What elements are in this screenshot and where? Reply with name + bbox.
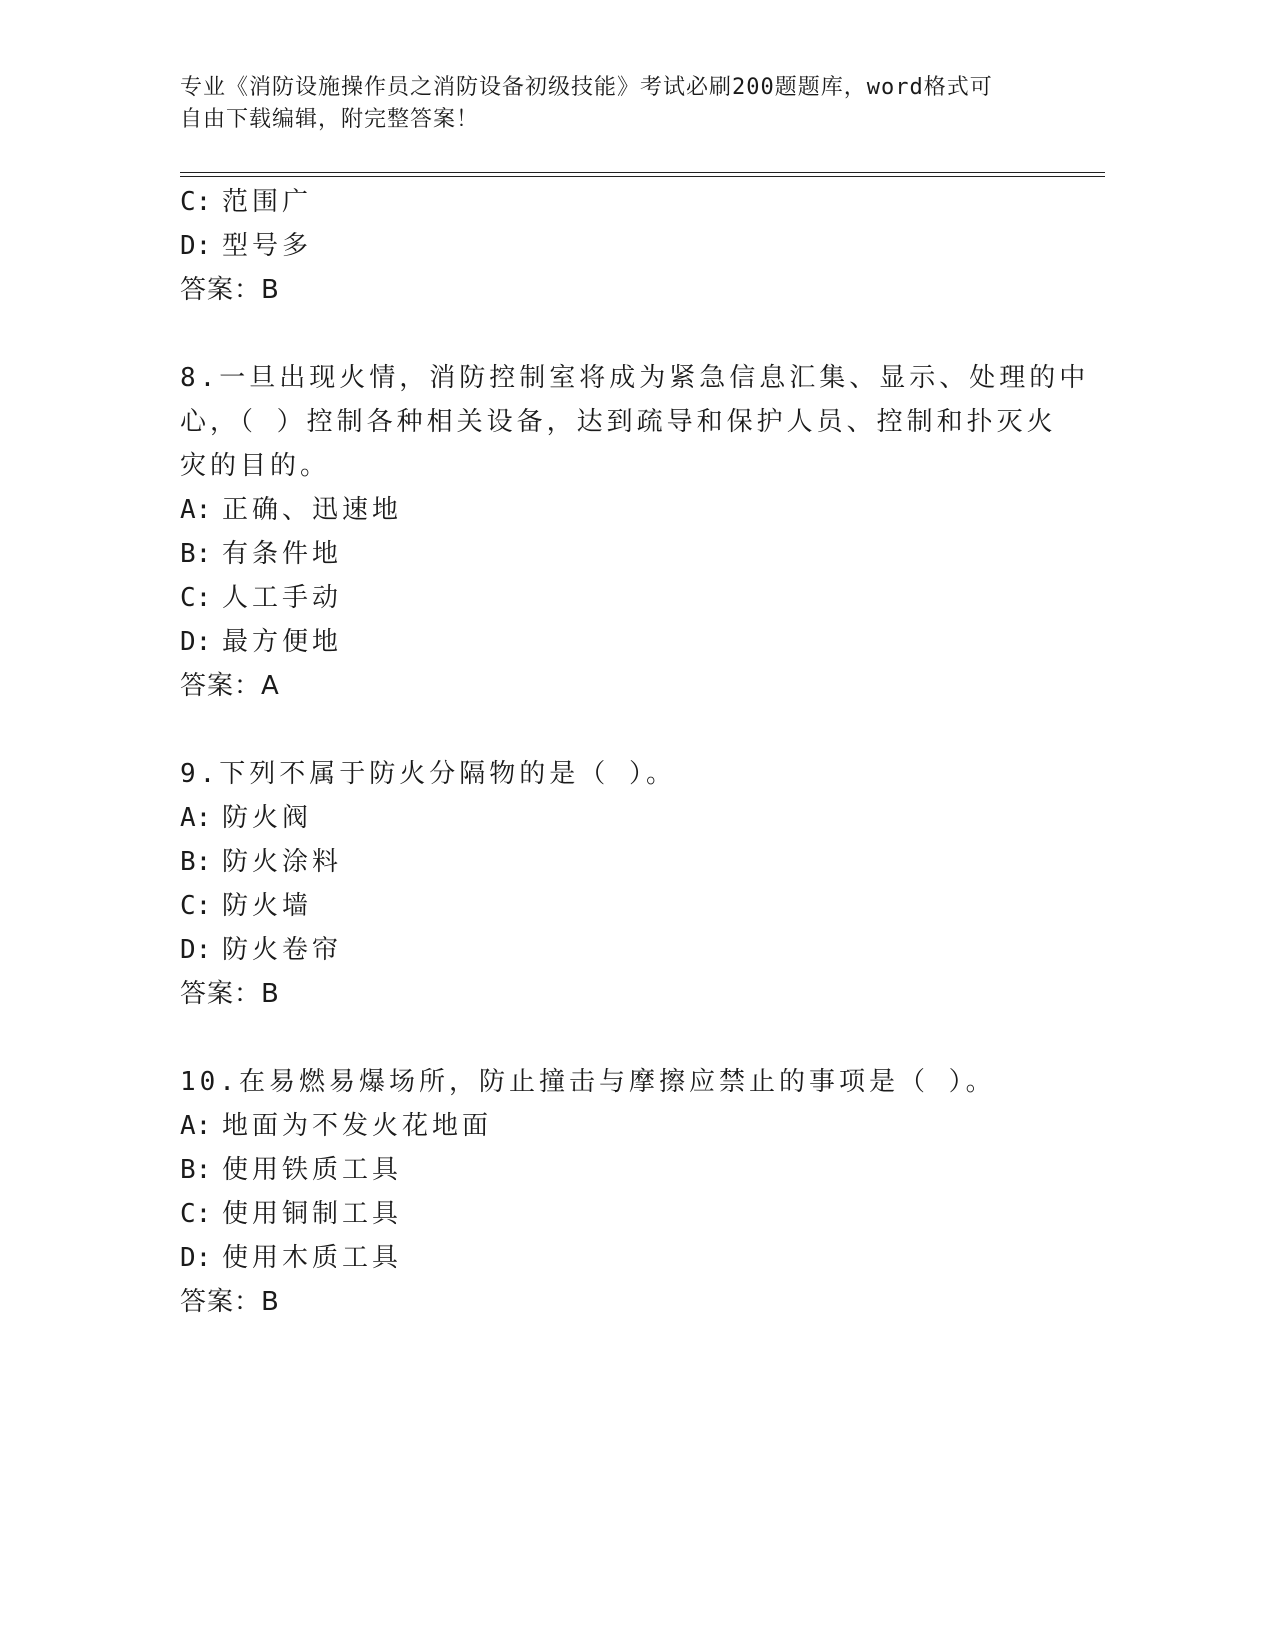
answer-line: 答案：A [180,671,280,701]
prev-question-block [180,180,1060,312]
option-a: A: 地面为不发火花地面 [180,1111,493,1141]
question-stem-line: 9.下列不属于防火分隔物的是（ ）。 [180,759,676,789]
option-b: B: 有条件地 [180,539,343,569]
option-d: D: 防火卷帘 [180,935,343,965]
header-divider-bottom [180,176,1105,177]
document-header [180,72,1060,136]
question-stem-line: 心，（ ）控制各种相关设备，达到疏导和保护人员、控制和扑灭火 [180,407,1057,437]
answer-line: 答案：B [180,275,280,305]
option-c: C: 防火墙 [180,891,313,921]
option-a: A: 正确、迅速地 [180,495,403,525]
option-b: B: 使用铁质工具 [180,1155,403,1185]
header-divider-top [180,172,1105,173]
question-stem-line: 灾的目的。 [180,451,331,481]
option-c: C: 人工手动 [180,583,343,613]
option-b: B: 防火涂料 [180,847,343,877]
answer-line: 答案：B [180,979,280,1009]
question-8 [180,356,1090,708]
question-10 [180,1060,1060,1324]
header-line-1: 专业《消防设施操作员之消防设备初级技能》考试必刷200题题库，word格式可 [180,75,993,100]
question-stem-line: 10.在易燃易爆场所，防止撞击与摩擦应禁止的事项是（ ）。 [180,1067,996,1097]
answer-line: 答案：B [180,1287,280,1317]
question-stem-line: 8.一旦出现火情，消防控制室将成为紧急信息汇集、显示、处理的中 [180,363,1090,393]
option-c: C: 范围广 [180,187,313,217]
header-line-2: 自由下载编辑，附完整答案！ [180,107,480,132]
document-body [180,180,1090,1324]
question-9 [180,752,1060,1016]
option-d: D: 使用木质工具 [180,1243,403,1273]
option-d: D: 最方便地 [180,627,343,657]
option-c: C: 使用铜制工具 [180,1199,403,1229]
option-d: D: 型号多 [180,231,313,261]
option-a: A: 防火阀 [180,803,313,833]
